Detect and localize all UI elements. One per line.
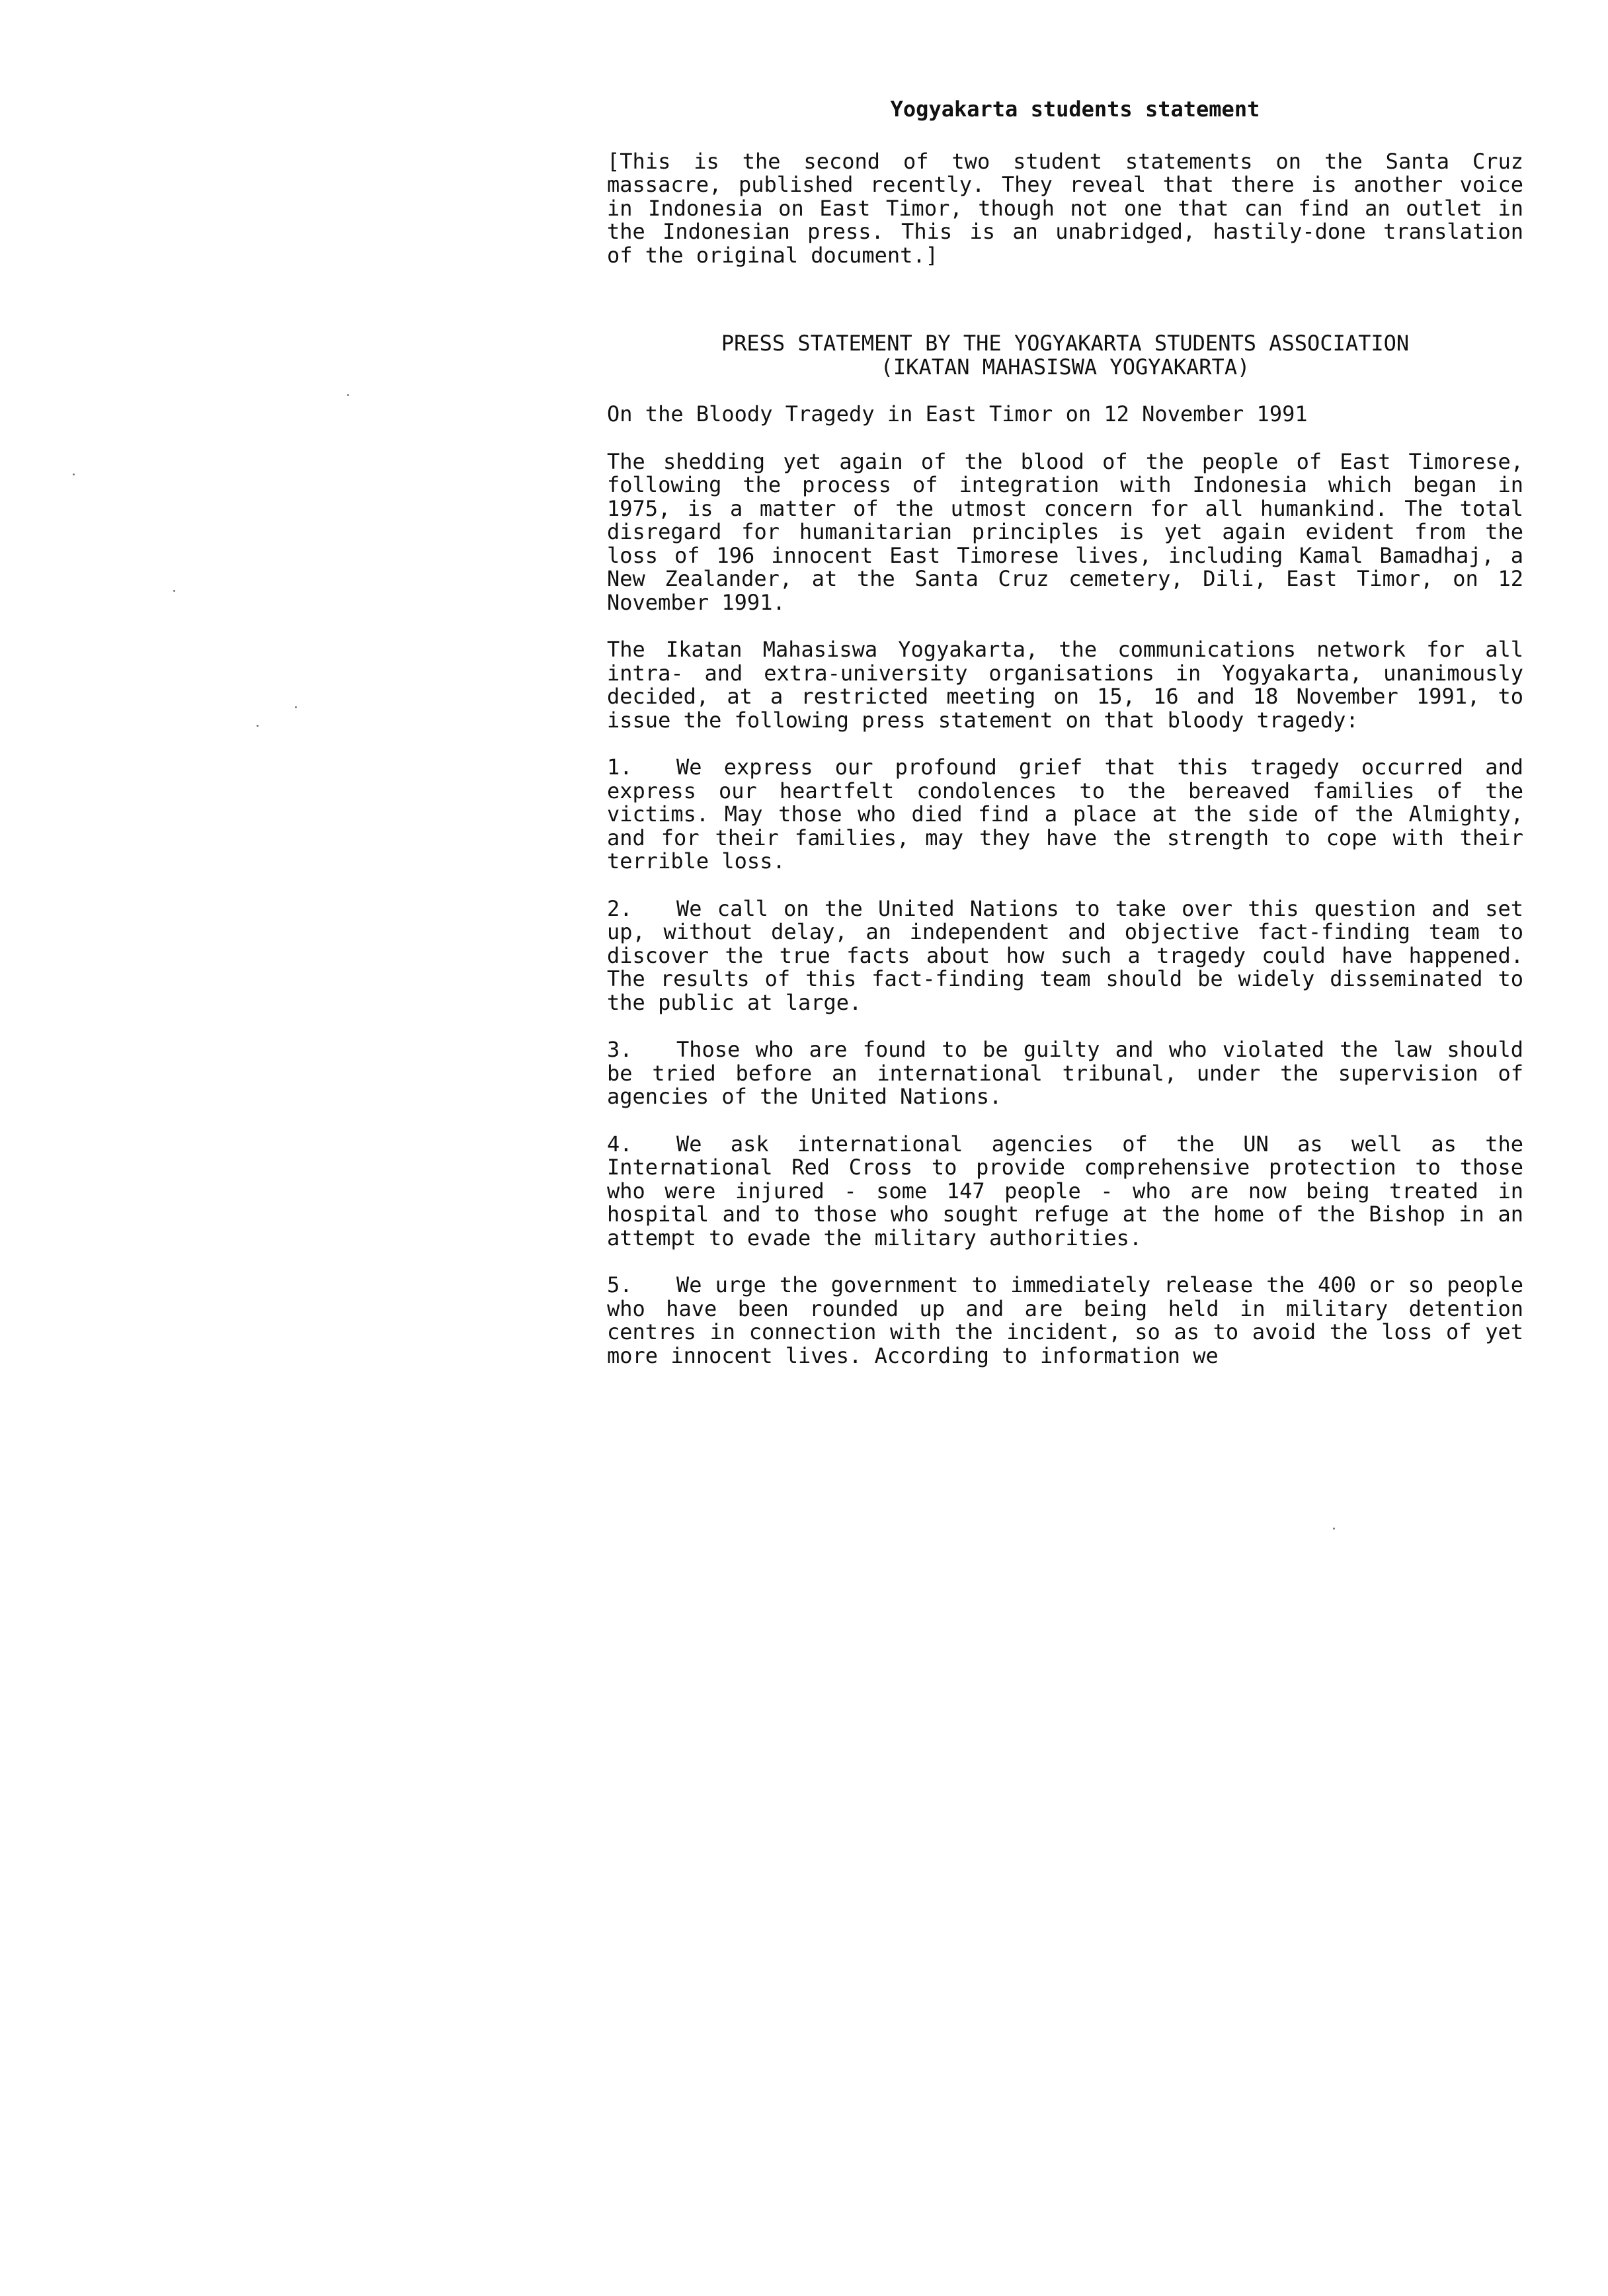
editor-note: [This is the second of two student statements on the Santa Cruz massacre, published recently. They reveal that there is another voice in Indonesia on East Timor, though not one that can find an outlet in the Indonesian press. This is an unabridged, hastily-done translation of the original document.] — [607, 148, 1523, 268]
document-title: Yogyakarta students statement — [890, 97, 1260, 122]
item-number: 5. — [607, 1272, 633, 1297]
item-text: We urge the government to immediately release the 400 or so people who have been rounded up and are being held in military detention centres in connection with the incident, so as to avoid the loss of yet more innocent lives. According to information we — [607, 1272, 1523, 1368]
item-text: We call on the United Nations to take over this question and set up, without delay, an independent and objective fact-finding team to discover the true facts about how such a tragedy could have happened. The results of this fact-finding team should be widely disseminated to the public at large. — [607, 895, 1523, 1015]
numbered-item-1 — [607, 756, 1523, 874]
paragraph-1: The shedding yet again of the blood of the people of East Timorese, following the process of integration with Indonesia which began in 1975, is a matter of the utmost concern for all humankind. The total disregard for humanitarian principles is yet again evident from the loss of 196 innocent East Timorese lives, including Kamal Bamadhaj, a New Zealander, at the Santa Cruz cemetery, Dili, East Timor, on 12 November 1991. — [607, 448, 1523, 615]
statement-subject: On the Bloody Tragedy in East Timor on 12 November 1991 — [607, 401, 1308, 427]
item-number: 4. — [607, 1131, 633, 1157]
numbered-item-2 — [607, 897, 1523, 1015]
press-heading-line-2: (IKATAN MAHASISWA YOGYAKARTA) — [880, 354, 1250, 380]
scan-speck — [73, 473, 75, 475]
scan-speck — [257, 725, 259, 727]
item-number: 1. — [607, 755, 633, 780]
numbered-item-5 — [607, 1274, 1523, 1368]
scan-speck — [1333, 1528, 1335, 1530]
paragraph-2: The Ikatan Mahasiswa Yogyakarta, the communications network for all intra- and extra-university organisations in Yogyakarta, unanimously decided, at a restricted meeting on 15, 16 and 18 November 1991, to issue the following press statement on that bloody tragedy: — [607, 637, 1523, 733]
press-heading-line-1: PRESS STATEMENT BY THE YOGYAKARTA STUDENTS ASSOCIATION — [721, 331, 1410, 356]
scan-speck — [295, 706, 297, 708]
item-text: We ask international agencies of the UN as well as the International Red Cross to provide comprehensive protection to those who were injured - some 147 people - who are now being treated in hospital and to those who sought refuge at the home of the Bishop in an attempt to evade the military authorities. — [607, 1131, 1523, 1250]
item-text: Those who are found to be guilty and who violated the law should be tried before an international tribunal, under the supervision of agencies of the United Nations. — [607, 1037, 1523, 1109]
item-number: 2. — [607, 895, 633, 921]
numbered-item-4 — [607, 1133, 1523, 1250]
numbered-item-3 — [607, 1038, 1523, 1109]
document-body — [607, 98, 1523, 1391]
scan-speck — [173, 590, 175, 592]
item-text: We express our profound grief that this tragedy occurred and express our heartfelt condolences to the bereaved families of the victims. May those who died find a place at the side of the Almighty, and for their families, may they have the strength to cope with their terrible loss. — [607, 755, 1523, 874]
item-number: 3. — [607, 1037, 633, 1062]
scan-speck — [347, 394, 349, 396]
press-statement-heading — [607, 332, 1523, 379]
